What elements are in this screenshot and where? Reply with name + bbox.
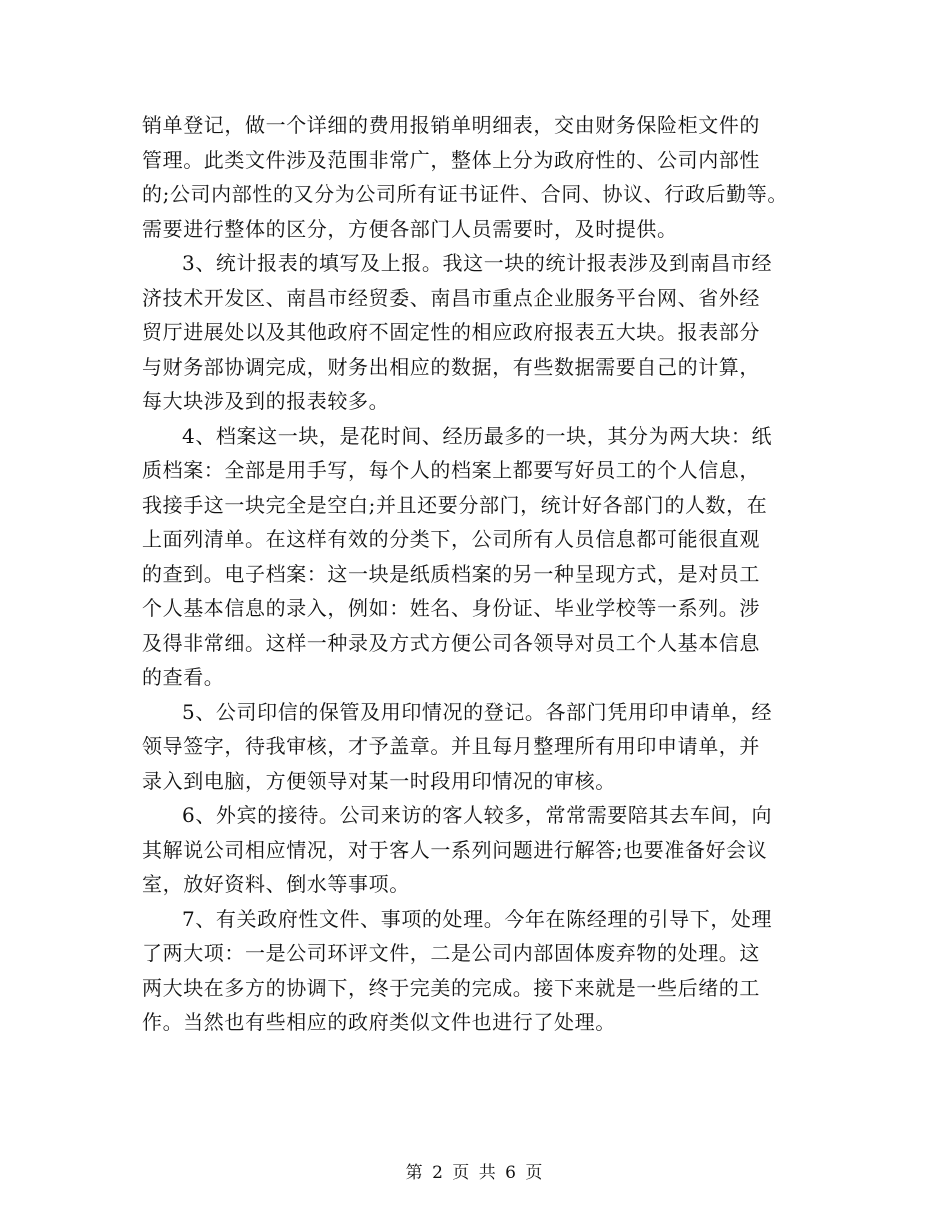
text-line: 我接手这一块完全是空白;并且还要分部门，统计好各部门的人数，在: [142, 492, 768, 517]
text-line: 室，放好资料、倒水等事项。: [142, 872, 410, 896]
text-line: 6、外宾的接待。公司来访的客人较多，常常需要陪其去车间，向: [182, 803, 773, 827]
text-line: 的查到。电子档案：这一块是纸质档案的另一种呈现方式，是对员工: [142, 561, 760, 586]
text-line: 的查看。: [142, 665, 225, 689]
text-line: 贸厅进展处以及其他政府不固定性的相应政府报表五大块。报表部分: [142, 320, 760, 344]
text-line: 需要进行整体的区分，方便各部门人员需要时，及时提供。: [142, 216, 678, 241]
text-line: 其解说公司相应情况，对于客人一系列问题进行解答;也要准备好会议: [142, 837, 768, 862]
text-line: 的;公司内部性的又分为公司所有证书证件、合同、协议、行政后勤等。: [142, 182, 788, 206]
text-line: 济技术开发区、南昌市经贸委、南昌市重点企业服务平台网、省外经: [142, 285, 760, 310]
text-line: 与财务部协调完成，财务出相应的数据，有些数据需要自己的计算，: [142, 354, 760, 379]
text-line: 领导签字，待我审核，才予盖章。并且每月整理所有用印申请单，并: [142, 734, 760, 758]
text-line: 5、公司印信的保管及用印情况的登记。各部门凭用印申请单，经: [182, 699, 773, 724]
text-line: 作。当然也有些相应的政府类似文件也进行了处理。: [142, 1010, 616, 1034]
text-line: 3、统计报表的填写及上报。我这一块的统计报表涉及到南昌市经: [182, 251, 773, 275]
text-line: 及得非常细。这样一种录及方式方便公司各领导对员工个人基本信息: [142, 630, 760, 655]
text-line: 了两大项：一是公司环评文件，二是公司内部固体废弃物的处理。这: [142, 941, 760, 965]
text-line: 7、有关政府性文件、事项的处理。今年在陈经理的引导下，处理: [182, 906, 773, 931]
text-line: 销单登记，做一个详细的费用报销单明细表，交由财务保险柜文件的: [142, 113, 760, 137]
text-line: 上面列清单。在这样有效的分类下，公司所有人员信息都可能很直观: [142, 527, 760, 551]
text-line: 录入到电脑，方便领导对某一时段用印情况的审核。: [142, 768, 616, 793]
text-line: 两大块在多方的协调下，终于完美的完成。接下来就是一些后绪的工: [142, 975, 760, 1000]
page-footer: 第 2 页 共 6 页: [405, 1163, 545, 1183]
text-line: 每大块涉及到的报表较多。: [142, 389, 390, 413]
body-text: [142, 108, 822, 1040]
text-line: 个人基本信息的录入，例如：姓名、身份证、毕业学校等一系列。涉: [142, 596, 760, 620]
text-line: 4、档案这一块，是花时间、经历最多的一块，其分为两大块：纸: [182, 423, 773, 448]
text-line: 管理。此类文件涉及范围非常广，整体上分为政府性的、公司内部性: [142, 147, 760, 172]
text-line: 质档案：全部是用手写，每个人的档案上都要写好员工的个人信息，: [142, 458, 760, 482]
